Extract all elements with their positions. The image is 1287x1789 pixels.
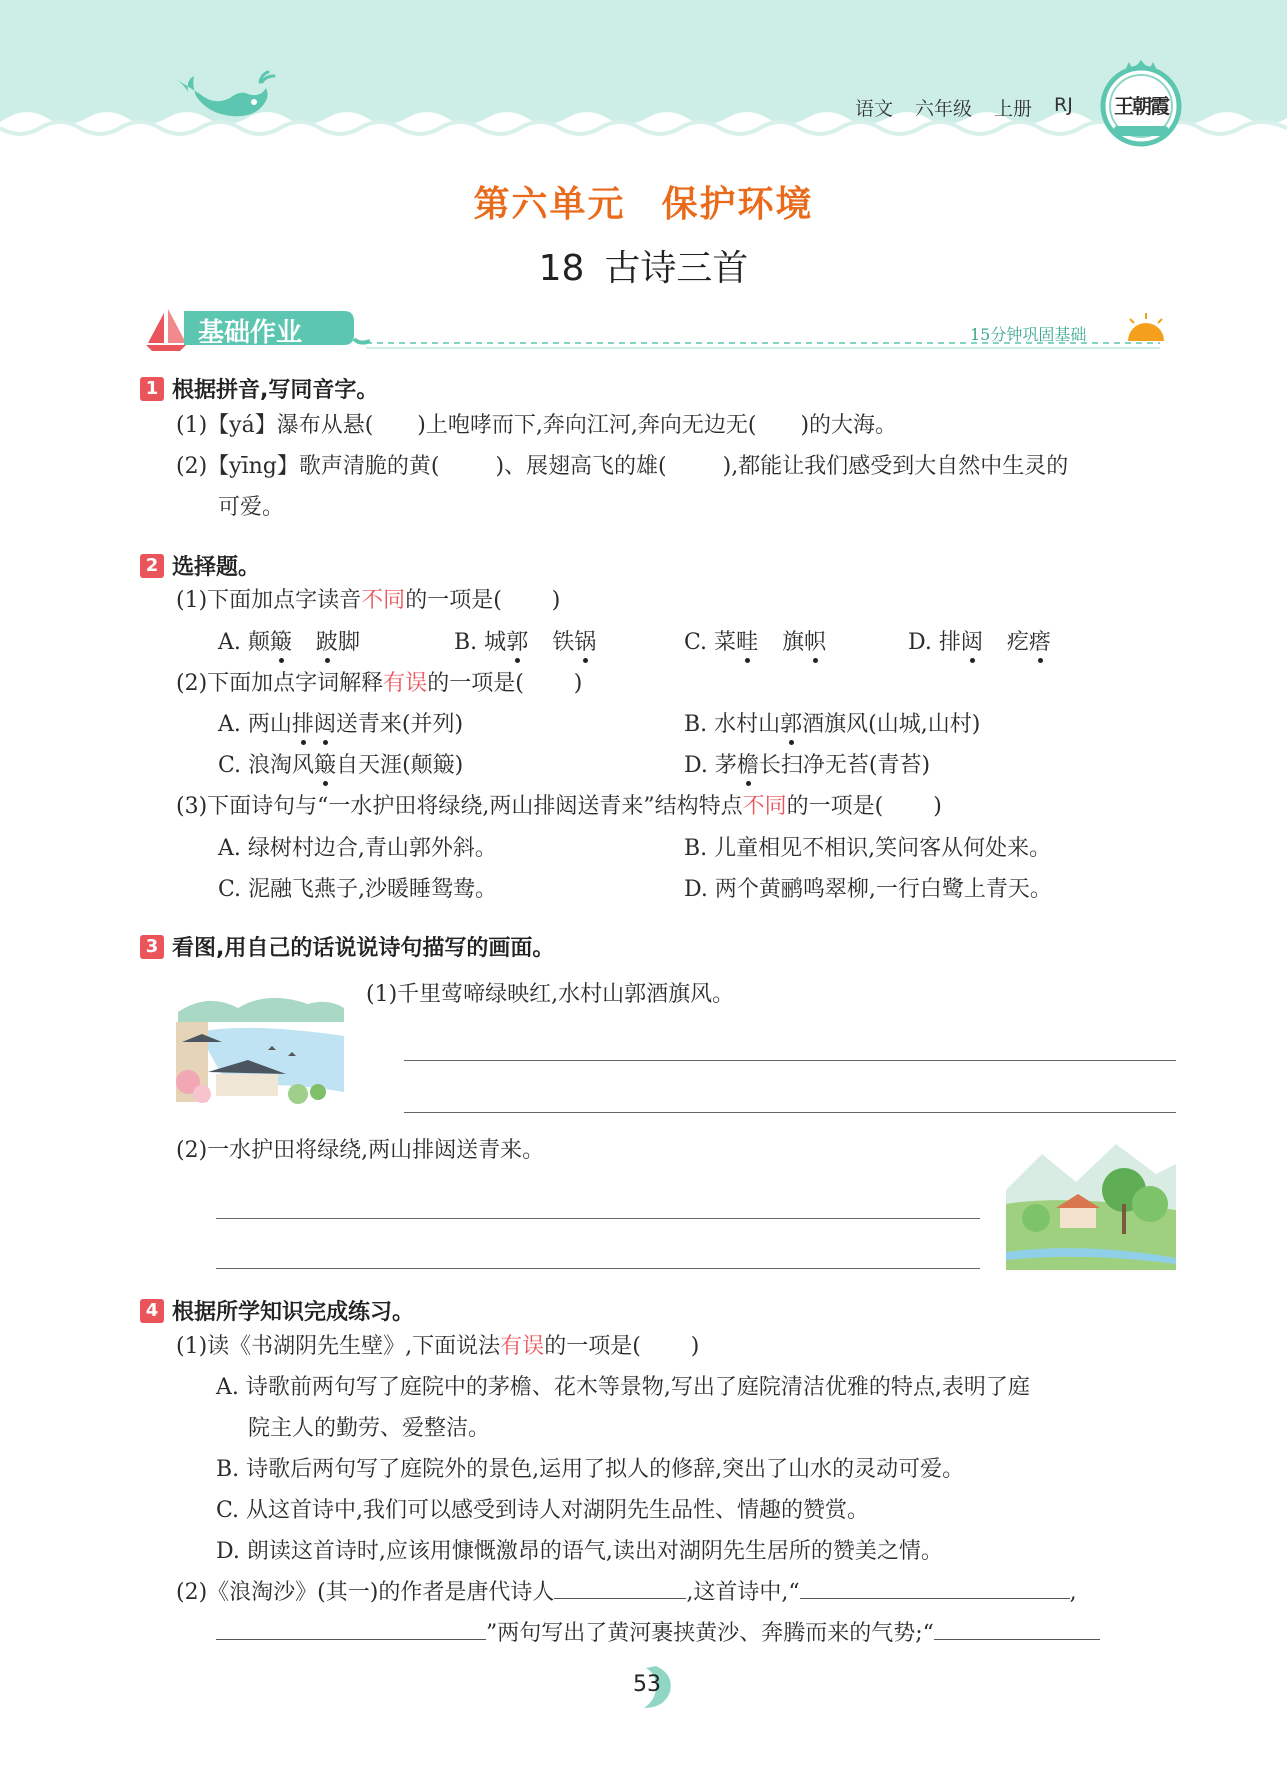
q2-sub2-option-a[interactable] [218,714,463,736]
q1-sub1-part-b: )上咆哮而下,奔向江河,奔向无边无( [417,413,757,438]
dotted-char: 畦 [736,630,759,655]
q4-option-d[interactable]: D. 朗读这首诗时,应该用慷慨激昂的语气,读出对湖阴先生居所的赞美之情。 [216,1539,943,1564]
option-char: 铁 [552,630,575,655]
q3-title: 看图,用自己的话说说诗句描写的画面。 [172,936,555,961]
option-text: C. 浪淘风 [218,753,315,778]
section-label: 基础作业 [198,318,303,348]
q4-sub2-line1 [176,1582,1077,1604]
q4-verse-blank-2[interactable] [216,1639,486,1640]
dotted-char: 瘩 [1028,630,1051,655]
option-char: 排 [938,630,961,655]
q2-sub2-keyword: 有误 [383,671,428,696]
q1-sub2 [176,456,1068,478]
dotted-char: 檐 [736,753,759,778]
q4-heading [140,1295,414,1326]
q4-option-a-line2[interactable]: 院主人的勤劳、爱整洁。 [248,1416,491,1441]
q1-sub2-continued: 可爱。 [218,495,285,520]
q3-sub2: (2)一水护田将绿绕,两山排闼送青来。 [176,1138,545,1163]
option-char: 菜 [714,630,737,655]
subject-label: 语文 [855,98,894,120]
q2-sub3-option-a[interactable]: A. 绿树村边合,青山郭外斜。 [218,836,497,861]
option-text: 自天涯(颠簸) [336,753,464,778]
q2-number-badge: 2 [140,554,164,578]
brand-logo-text: 王朝霞 [1114,94,1168,118]
q2-sub2-post: 的一项是( [427,671,524,696]
option-label: B. [454,630,478,655]
q4-option-a-line1[interactable]: A. 诗歌前两句写了庭院中的茅檐、花木等景物,写出了庭院清洁优雅的特点,表明了庭 [216,1375,1030,1400]
q4-verse-blank-1[interactable] [800,1598,1070,1599]
q2-sub2-option-c[interactable] [218,755,463,777]
q4-sub1-pre: (1)读《书湖阴先生壁》,下面说法 [176,1334,501,1359]
q2-sub1-pre: (1)下面加点字读音 [176,588,362,613]
dotted-char: 锅 [574,630,597,655]
q2-sub3-post: 的一项是( [786,794,884,819]
q4-sub1-end: ) [690,1334,700,1359]
book-info [855,94,1073,121]
volume-label: 上册 [994,98,1033,120]
unit-theme: 保护环境 [661,184,814,225]
q3-sub2-answer-line-2[interactable] [216,1268,980,1269]
option-text: 送青来(并列) [335,712,464,737]
q1-number-badge: 1 [140,377,164,401]
option-label: C. [684,630,708,655]
unit-title [0,176,1287,227]
edition-label: RJ [1054,94,1073,116]
q3-number-badge: 3 [140,935,164,959]
option-label: A. [218,630,241,655]
option-char: 疙 [1006,630,1029,655]
unit-number: 第六单元 [473,184,626,225]
q4-sub1-keyword: 有误 [500,1334,545,1359]
q4-sub2-line2 [216,1623,1100,1645]
dotted-char: 闼 [960,630,983,655]
q2-sub3-option-d[interactable]: D. 两个黄鹂鸣翠柳,一行白鹭上青天。 [684,877,1052,902]
option-text: D. 茅 [684,753,737,778]
q4-sub1-post: 的一项是( [544,1334,641,1359]
q4-option-b[interactable]: B. 诗歌后两句写了庭院外的景色,运用了拟人的修辞,突出了山水的灵动可爱。 [216,1457,965,1482]
dotted-char: 郭 [506,630,529,655]
q2-sub2 [176,673,582,695]
q3-heading [140,931,554,962]
option-text: 长扫净无苔(青苔) [758,753,931,778]
q1-sub2-part-b: )、展翅高飞的雄( [495,454,667,479]
q2-sub1-option-b[interactable] [454,632,596,654]
q4-number-badge: 4 [140,1299,164,1323]
dotted-char: 帜 [804,630,827,655]
whale-icon [170,70,280,130]
q2-heading [140,550,260,581]
q2-sub1-keyword: 不同 [361,588,406,613]
section-time-note: 15分钟巩固基础 [970,325,1087,344]
q1-sub1-part-c: )的大海。 [800,413,898,438]
q3-sub1-answer-line-1[interactable] [404,1060,1176,1061]
q1-sub1 [176,415,897,437]
q1-sub2-part-a: (2)【yīng】歌声清脆的黄( [176,454,440,479]
grade-label: 六年级 [915,98,973,120]
dotted-char: 簸 [314,753,337,778]
riverside-village-illustration [168,982,346,1112]
q2-sub3-keyword: 不同 [742,794,787,819]
q4-sub1 [176,1336,699,1358]
dotted-char: 郭 [780,712,803,737]
lesson-name: 古诗三首 [604,248,749,289]
dotted-char: 跛 [315,630,338,655]
option-text: 酒旗风(山城,山村) [802,712,981,737]
q4-sub2-part-b: ,这首诗中,“ [686,1580,800,1605]
q2-sub1-option-d[interactable] [908,632,1051,654]
q4-verse-blank-3[interactable] [934,1639,1100,1640]
lesson-title [0,240,1287,291]
q1-title: 根据拼音,写同音字。 [172,378,379,403]
q2-sub3-pre: (3)下面诗句与“一水护田将绿绕,两山排闼送青来”结构特点 [176,794,743,819]
q2-sub3-option-b[interactable]: B. 儿童相见不相识,笑问客从何处来。 [684,836,1052,861]
q2-title: 选择题。 [172,555,261,580]
fields-and-hills-illustration [1006,1134,1176,1270]
dotted-char: 排 [291,712,314,737]
q2-sub2-end: ) [573,671,583,696]
q4-option-c[interactable]: C. 从这首诗中,我们可以感受到诗人对湖阴先生品性、情趣的赞赏。 [216,1498,870,1523]
q4-sub2-part-d: ”两句写出了黄河裹挟黄沙、奔腾而来的气势;“ [486,1621,934,1646]
q4-poet-blank[interactable] [554,1598,686,1599]
option-char: 城 [484,630,507,655]
option-text: B. 水村山 [684,712,781,737]
q2-sub2-option-d[interactable] [684,755,930,777]
q3-sub1-answer-line-2[interactable] [404,1112,1176,1113]
q3-sub2-answer-line-1[interactable] [216,1218,980,1219]
q2-sub2-pre: (2)下面加点字词解释 [176,671,384,696]
q2-sub1 [176,590,560,612]
option-char: 脚 [337,630,360,655]
q2-sub1-end: ) [551,588,561,613]
dotted-char: 簸 [269,630,292,655]
q2-sub3-option-c[interactable]: C. 泥融飞燕子,沙暖睡鸳鸯。 [218,877,498,902]
q1-sub1-part-a: (1)【yá】瀑布从悬( [176,413,374,438]
dotted-char: 闼 [313,712,336,737]
option-char: 旗 [782,630,805,655]
lesson-number: 18 [538,248,585,289]
q2-sub1-post: 的一项是( [405,588,502,613]
q4-title: 根据所学知识完成练习。 [172,1300,415,1325]
option-label: D. [908,630,932,655]
q2-sub3 [176,796,942,818]
q1-sub2-part-c: ),都能让我们感受到大自然中生灵的 [722,454,1069,479]
q4-sub2-part-c: , [1069,1580,1077,1605]
option-text: A. 两山 [218,712,292,737]
page-number: 53 [633,1672,661,1697]
q4-sub2-part-a: (2)《浪淘沙》(其一)的作者是唐代诗人 [176,1580,555,1605]
q2-sub3-end: ) [933,794,942,819]
q2-sub1-option-a[interactable] [218,632,360,654]
q2-sub1-option-c[interactable] [684,632,826,654]
q3-sub1: (1)千里莺啼绿映红,水村山郭酒旗风。 [366,982,735,1007]
q1-heading [140,373,378,404]
q2-sub2-option-b[interactable] [684,714,980,736]
option-char: 颠 [247,630,270,655]
